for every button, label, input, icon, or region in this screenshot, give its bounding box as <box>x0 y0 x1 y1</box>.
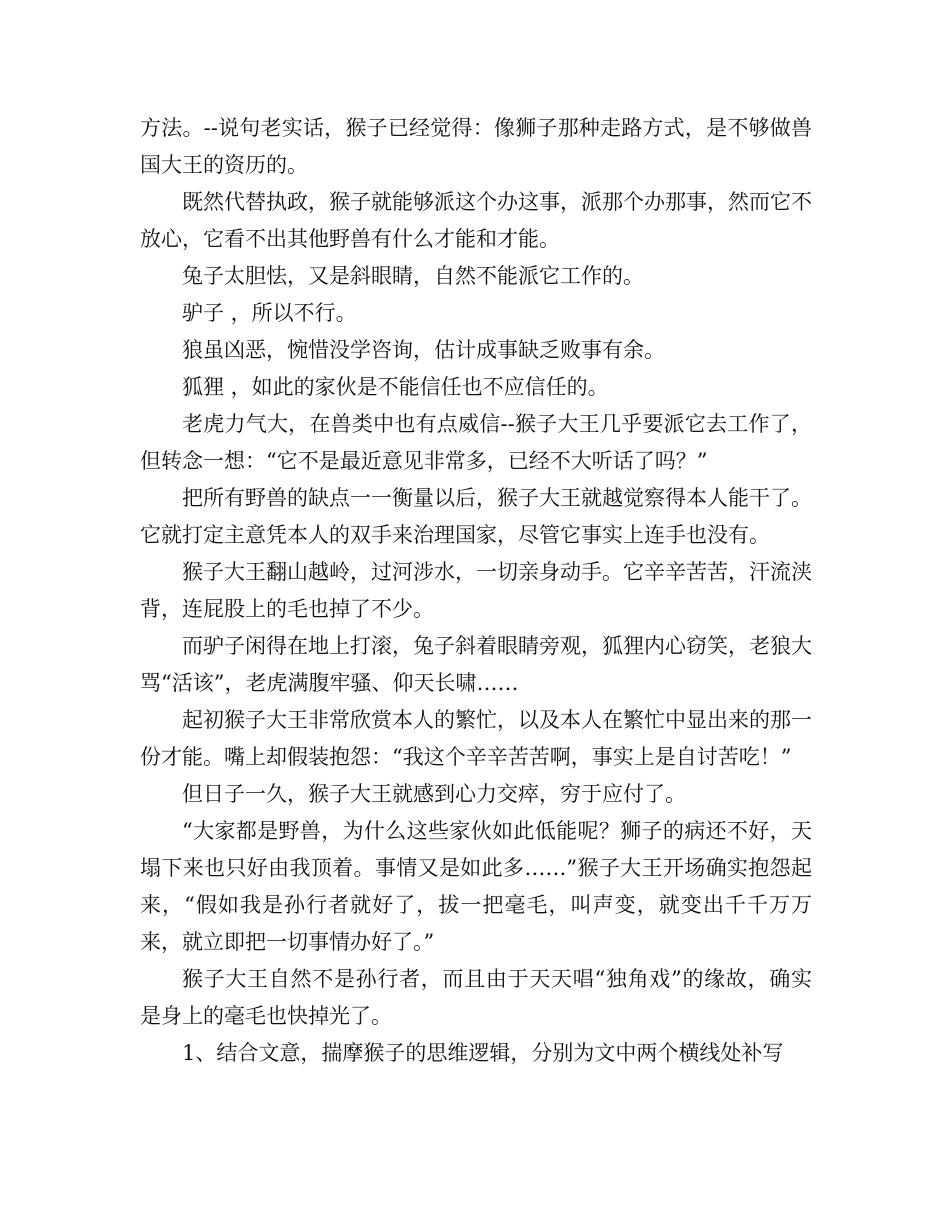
paragraph-10: 而驴子闲得在地上打滚，兔子斜着眼睛旁观，狐狸内心窃笑，老狼大骂“活该”，老虎满腹牢骚、仰天长啸…… <box>140 634 812 695</box>
paragraph-14: 猴子大王自然不是孙行者，而且由于天天唱“独角戏”的缘故，确实是身上的毫毛也快掉光了。 <box>140 967 812 1028</box>
question-1: 1、结合文意，揣摩猴子的思维逻辑，分别为文中两个横线处补写 <box>182 1041 784 1065</box>
paragraph-5: 狼虽凶恶，惋惜没学咨询，估计成事缺乏败事有余。 <box>182 338 665 362</box>
paragraph-8: 把所有野兽的缺点一一衡量以后，猴子大王就越觉察得本人能干了。它就打定主意凭本人的双手来治理国家，尽管它事实上连手也没有。 <box>140 486 812 547</box>
paragraph-4: 驴子 ，所以不行。 <box>182 301 357 325</box>
paragraph-7: 老虎力气大，在兽类中也有点威信--猴子大王几乎要派它去工作了，但转念一想：“它不是最近意见非常多，已经不大听话了吗？” <box>140 412 812 473</box>
paragraph-3: 兔子太胆怯，又是斜眼睛，自然不能派它工作的。 <box>182 264 644 288</box>
paragraph-2: 既然代替执政，猴子就能够派这个办这事，派那个办那事，然而它不放心，它看不出其他野兽有什么才能和才能。 <box>140 190 812 251</box>
paragraph-13: “大家都是野兽，为什么这些家伙如此低能呢？狮子的病还不好，天塌下来也只好由我顶着。事情又是如此多……”猴子大王开场确实抱怨起来，“假如我是孙行者就好了，拔一把毫毛，叫声变，就变出千千万万来，就立即把一切事情办好了。” <box>140 819 812 954</box>
document-body <box>140 110 812 1072</box>
paragraph-9: 猴子大王翻山越岭，过河涉水，一切亲身动手。它辛辛苦苦，汗流浃背，连屁股上的毛也掉了不少。 <box>140 560 812 621</box>
paragraph-11: 起初猴子大王非常欣赏本人的繁忙，以及本人在繁忙中显出来的那一份才能。嘴上却假装抱怨：“我这个辛辛苦苦啊，事实上是自讨苦吃！” <box>140 708 812 769</box>
paragraph-1: 方法。--说句老实话，猴子已经觉得：像狮子那种走路方式，是不够做兽国大王的资历的。 <box>140 116 812 177</box>
paragraph-6: 狐狸 ，如此的家伙是不能信任也不应信任的。 <box>182 375 609 399</box>
paragraph-12: 但日子一久，猴子大王就感到心力交瘁，穷于应付了。 <box>182 782 686 806</box>
